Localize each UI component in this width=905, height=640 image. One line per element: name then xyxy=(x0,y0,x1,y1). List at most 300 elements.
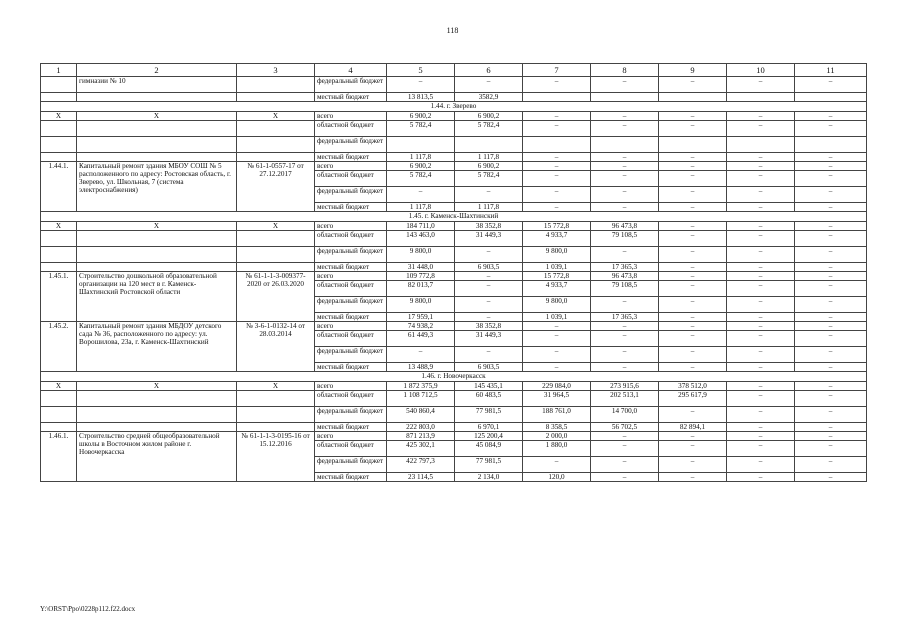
item-number-cell xyxy=(41,407,77,423)
amount-cell: 9 800,0 xyxy=(523,247,591,263)
amount-cell: – xyxy=(523,187,591,203)
amount-cell: – xyxy=(795,231,867,247)
amount-cell: – xyxy=(659,203,727,212)
amount-cell: 1 108 712,5 xyxy=(387,391,455,407)
amount-cell: 15 772,8 xyxy=(523,222,591,231)
amount-cell: – xyxy=(455,281,523,297)
amount-cell: – xyxy=(591,162,659,171)
amount-cell: 229 084,0 xyxy=(523,382,591,391)
amount-cell: – xyxy=(591,331,659,347)
table-row xyxy=(41,162,867,171)
document-ref-cell: X xyxy=(237,222,315,231)
page-number: 118 xyxy=(446,26,459,35)
column-header: 7 xyxy=(523,64,591,77)
amount-cell: 74 938,2 xyxy=(387,322,455,331)
amount-cell: – xyxy=(455,313,523,322)
table-row xyxy=(41,121,867,137)
amount-cell: – xyxy=(727,363,795,372)
amount-cell: 1 117,8 xyxy=(387,153,455,162)
amount-cell: – xyxy=(659,363,727,372)
amount-cell: – xyxy=(659,457,727,473)
amount-cell: – xyxy=(727,112,795,121)
amount-cell: 38 352,8 xyxy=(455,222,523,231)
table-row xyxy=(41,272,867,281)
object-name-cell: X xyxy=(77,222,237,231)
object-name-cell: Строительство средней общеобразовательной школы в Восточном жилом районе г. Новочеркасска xyxy=(77,432,237,482)
amount-cell: – xyxy=(727,222,795,231)
amount-cell: – xyxy=(659,153,727,162)
section-heading-row xyxy=(41,212,867,222)
column-header: 6 xyxy=(455,64,523,77)
amount-cell xyxy=(659,137,727,153)
funding-source-cell: местный бюджет xyxy=(315,473,387,482)
amount-cell: – xyxy=(591,171,659,187)
section-title: 1.46. г. Новочеркасск xyxy=(41,372,867,382)
amount-cell: – xyxy=(523,162,591,171)
amount-cell: – xyxy=(727,171,795,187)
table-row xyxy=(41,247,867,263)
document-ref-cell xyxy=(237,391,315,407)
amount-cell: – xyxy=(591,187,659,203)
document-ref-cell: № 3-6-1-0132-14 от 28.03.2014 xyxy=(237,322,315,372)
table-row xyxy=(41,432,867,441)
amount-cell: – xyxy=(591,77,659,93)
amount-cell: – xyxy=(659,347,727,363)
amount-cell: – xyxy=(727,263,795,272)
amount-cell: – xyxy=(795,322,867,331)
amount-cell: – xyxy=(455,347,523,363)
amount-cell: 2 000,0 xyxy=(523,432,591,441)
amount-cell xyxy=(523,93,591,102)
budget-table xyxy=(40,63,867,482)
table-row xyxy=(41,423,867,432)
object-name-cell xyxy=(77,263,237,272)
document-ref-cell xyxy=(237,137,315,153)
amount-cell: 5 782,4 xyxy=(387,121,455,137)
amount-cell: – xyxy=(727,391,795,407)
amount-cell: 9 800,0 xyxy=(523,297,591,313)
amount-cell xyxy=(455,137,523,153)
amount-cell xyxy=(727,137,795,153)
amount-cell: – xyxy=(795,423,867,432)
column-header: 2 xyxy=(77,64,237,77)
amount-cell: – xyxy=(795,222,867,231)
amount-cell xyxy=(387,137,455,153)
amount-cell: – xyxy=(591,121,659,137)
amount-cell: 295 617,9 xyxy=(659,391,727,407)
amount-cell: – xyxy=(659,331,727,347)
amount-cell: – xyxy=(795,121,867,137)
funding-source-cell: местный бюджет xyxy=(315,153,387,162)
item-number-cell xyxy=(41,247,77,263)
amount-cell: 422 797,3 xyxy=(387,457,455,473)
amount-cell: 13 488,9 xyxy=(387,363,455,372)
amount-cell: – xyxy=(523,363,591,372)
document-ref-cell xyxy=(237,121,315,137)
item-number-cell xyxy=(41,77,77,93)
table-row xyxy=(41,263,867,272)
table-row xyxy=(41,153,867,162)
amount-cell: – xyxy=(727,187,795,203)
amount-cell: – xyxy=(795,331,867,347)
funding-source-cell: областной бюджет xyxy=(315,121,387,137)
funding-source-cell: федеральный бюджет xyxy=(315,407,387,423)
amount-cell: – xyxy=(455,77,523,93)
amount-cell: 31 448,0 xyxy=(387,263,455,272)
amount-cell: – xyxy=(727,322,795,331)
amount-cell: – xyxy=(455,297,523,313)
amount-cell: – xyxy=(659,473,727,482)
object-name-cell xyxy=(77,423,237,432)
amount-cell: – xyxy=(659,441,727,457)
document-ref-cell xyxy=(237,93,315,102)
amount-cell: – xyxy=(795,187,867,203)
amount-cell: 202 513,1 xyxy=(591,391,659,407)
amount-cell: – xyxy=(659,313,727,322)
amount-cell: – xyxy=(727,432,795,441)
document-ref-cell xyxy=(237,407,315,423)
item-number-cell xyxy=(41,121,77,137)
object-name-cell xyxy=(77,153,237,162)
amount-cell xyxy=(659,93,727,102)
amount-cell: – xyxy=(659,222,727,231)
amount-cell: – xyxy=(727,121,795,137)
funding-source-cell: местный бюджет xyxy=(315,263,387,272)
section-heading-row xyxy=(41,372,867,382)
amount-cell: 13 813,5 xyxy=(387,93,455,102)
object-name-cell xyxy=(77,93,237,102)
table-row xyxy=(41,231,867,247)
amount-cell: – xyxy=(727,247,795,263)
object-name-cell xyxy=(77,391,237,407)
amount-cell: 2 134,0 xyxy=(455,473,523,482)
amount-cell: 109 772,8 xyxy=(387,272,455,281)
item-number-cell: 1.45.2. xyxy=(41,322,77,372)
funding-source-cell: областной бюджет xyxy=(315,281,387,297)
amount-cell: 6 903,5 xyxy=(455,263,523,272)
amount-cell: – xyxy=(591,203,659,212)
item-number-cell xyxy=(41,153,77,162)
item-number-cell: X xyxy=(41,112,77,121)
funding-source-cell: местный бюджет xyxy=(315,423,387,432)
amount-cell: 9 800,0 xyxy=(387,247,455,263)
amount-cell: – xyxy=(727,203,795,212)
amount-cell: – xyxy=(795,247,867,263)
document-ref-cell: № 61-1-1-3-009377-2020 от 26.03.2020 xyxy=(237,272,315,322)
amount-cell: 17 365,3 xyxy=(591,313,659,322)
amount-cell: 6 900,2 xyxy=(387,162,455,171)
amount-cell: – xyxy=(795,363,867,372)
document-ref-cell xyxy=(237,77,315,93)
amount-cell: – xyxy=(659,247,727,263)
amount-cell: – xyxy=(523,121,591,137)
amount-cell: – xyxy=(727,473,795,482)
amount-cell: – xyxy=(659,272,727,281)
item-number-cell: 1.44.1. xyxy=(41,162,77,212)
amount-cell: 77 981,5 xyxy=(455,457,523,473)
amount-cell: 1 039,1 xyxy=(523,263,591,272)
amount-cell: 4 933,7 xyxy=(523,231,591,247)
amount-cell: 77 981,5 xyxy=(455,407,523,423)
funding-source-cell: всего xyxy=(315,322,387,331)
item-number-cell: 1.45.1. xyxy=(41,272,77,322)
amount-cell: 61 449,3 xyxy=(387,331,455,347)
item-number-cell: 1.46.1. xyxy=(41,432,77,482)
amount-cell: – xyxy=(795,203,867,212)
amount-cell: – xyxy=(591,432,659,441)
document-ref-cell: № 61-1-1-3-0195-16 от 15.12.2016 xyxy=(237,432,315,482)
amount-cell: – xyxy=(727,441,795,457)
item-number-cell xyxy=(41,231,77,247)
amount-cell: – xyxy=(727,331,795,347)
amount-cell: 6 900,2 xyxy=(387,112,455,121)
amount-cell: – xyxy=(659,171,727,187)
column-header: 3 xyxy=(237,64,315,77)
amount-cell: 17 365,3 xyxy=(591,263,659,272)
amount-cell xyxy=(523,137,591,153)
funding-source-cell: всего xyxy=(315,272,387,281)
amount-cell: 6 903,5 xyxy=(455,363,523,372)
amount-cell: 378 512,0 xyxy=(659,382,727,391)
amount-cell: 188 761,0 xyxy=(523,407,591,423)
amount-cell: 184 711,0 xyxy=(387,222,455,231)
amount-cell: – xyxy=(659,231,727,247)
amount-cell: – xyxy=(727,313,795,322)
amount-cell: 143 463,0 xyxy=(387,231,455,247)
funding-source-cell: всего xyxy=(315,432,387,441)
funding-source-cell: федеральный бюджет xyxy=(315,297,387,313)
amount-cell: 6 970,1 xyxy=(455,423,523,432)
document-ref-cell xyxy=(237,231,315,247)
header-row xyxy=(41,64,867,77)
amount-cell: – xyxy=(795,272,867,281)
amount-cell: – xyxy=(591,247,659,263)
amount-cell: 120,0 xyxy=(523,473,591,482)
funding-source-cell: областной бюджет xyxy=(315,331,387,347)
amount-cell: 273 915,6 xyxy=(591,382,659,391)
object-name-cell: Капитальный ремонт здания МБОУ СОШ № 5 расположенного по адресу: Ростовская область, г. Зверево, ул. Школьная, 7 (система электроснабжения) xyxy=(77,162,237,212)
amount-cell: 6 900,2 xyxy=(455,112,523,121)
amount-cell: – xyxy=(795,297,867,313)
item-number-cell xyxy=(41,263,77,272)
amount-cell: 1 117,8 xyxy=(455,203,523,212)
amount-cell: 31 964,5 xyxy=(523,391,591,407)
table-row xyxy=(41,322,867,331)
amount-cell: – xyxy=(727,457,795,473)
amount-cell: 31 449,3 xyxy=(455,331,523,347)
amount-cell: 222 803,0 xyxy=(387,423,455,432)
column-header: 5 xyxy=(387,64,455,77)
amount-cell: 8 358,5 xyxy=(523,423,591,432)
amount-cell: – xyxy=(523,153,591,162)
amount-cell: – xyxy=(795,77,867,93)
amount-cell: – xyxy=(387,347,455,363)
amount-cell: – xyxy=(523,203,591,212)
amount-cell: – xyxy=(387,187,455,203)
amount-cell: 1 872 375,9 xyxy=(387,382,455,391)
amount-cell: – xyxy=(591,153,659,162)
amount-cell: 871 213,9 xyxy=(387,432,455,441)
amount-cell: – xyxy=(523,347,591,363)
column-header: 8 xyxy=(591,64,659,77)
amount-cell: – xyxy=(523,171,591,187)
object-name-cell: Строительство дошкольной образовательной организации на 120 мест в г. Каменск-Шахтинский Ростовской области xyxy=(77,272,237,322)
amount-cell: – xyxy=(659,281,727,297)
amount-cell xyxy=(591,137,659,153)
table-row xyxy=(41,382,867,391)
amount-cell: – xyxy=(659,162,727,171)
amount-cell: 82 894,1 xyxy=(659,423,727,432)
amount-cell: – xyxy=(659,322,727,331)
document-ref-cell: X xyxy=(237,382,315,391)
amount-cell: 1 039,1 xyxy=(523,313,591,322)
funding-source-cell: федеральный бюджет xyxy=(315,187,387,203)
amount-cell: – xyxy=(659,297,727,313)
amount-cell: – xyxy=(795,162,867,171)
amount-cell: 5 782,4 xyxy=(387,171,455,187)
amount-cell: – xyxy=(727,162,795,171)
funding-source-cell: федеральный бюджет xyxy=(315,457,387,473)
amount-cell: – xyxy=(795,112,867,121)
amount-cell: – xyxy=(727,423,795,432)
amount-cell: 425 302,1 xyxy=(387,441,455,457)
funding-source-cell: местный бюджет xyxy=(315,313,387,322)
amount-cell: – xyxy=(659,407,727,423)
amount-cell: – xyxy=(591,347,659,363)
amount-cell xyxy=(795,93,867,102)
funding-source-cell: федеральный бюджет xyxy=(315,347,387,363)
amount-cell: – xyxy=(795,441,867,457)
amount-cell: – xyxy=(727,297,795,313)
table-row xyxy=(41,77,867,93)
item-number-cell: X xyxy=(41,382,77,391)
amount-cell: – xyxy=(727,382,795,391)
amount-cell: – xyxy=(795,457,867,473)
object-name-cell xyxy=(77,407,237,423)
table-row xyxy=(41,407,867,423)
amount-cell: 540 860,4 xyxy=(387,407,455,423)
amount-cell: 1 880,0 xyxy=(523,441,591,457)
amount-cell: 5 782,4 xyxy=(455,121,523,137)
section-title: 1.45. г. Каменск-Шахтинский xyxy=(41,212,867,222)
amount-cell: – xyxy=(591,112,659,121)
funding-source-cell: федеральный бюджет xyxy=(315,247,387,263)
column-header: 9 xyxy=(659,64,727,77)
footer-file-path: Y:\ORST\Ppo\0228p112.f22.docx xyxy=(40,605,136,613)
object-name-cell: X xyxy=(77,112,237,121)
item-number-cell xyxy=(41,93,77,102)
amount-cell: 79 108,5 xyxy=(591,231,659,247)
amount-cell: – xyxy=(659,112,727,121)
document-ref-cell: X xyxy=(237,112,315,121)
amount-cell: – xyxy=(591,441,659,457)
amount-cell xyxy=(727,93,795,102)
item-number-cell xyxy=(41,391,77,407)
table-row xyxy=(41,93,867,102)
table-row xyxy=(41,222,867,231)
table-row xyxy=(41,137,867,153)
amount-cell: – xyxy=(795,281,867,297)
amount-cell: – xyxy=(727,77,795,93)
amount-cell: – xyxy=(659,121,727,137)
funding-source-cell: областной бюджет xyxy=(315,391,387,407)
amount-cell: – xyxy=(387,77,455,93)
funding-source-cell: областной бюджет xyxy=(315,171,387,187)
amount-cell: – xyxy=(523,331,591,347)
funding-source-cell: всего xyxy=(315,382,387,391)
amount-cell: – xyxy=(591,363,659,372)
amount-cell: – xyxy=(795,153,867,162)
amount-cell: 56 702,5 xyxy=(591,423,659,432)
amount-cell xyxy=(795,137,867,153)
amount-cell: – xyxy=(727,347,795,363)
column-header: 1 xyxy=(41,64,77,77)
object-name-cell xyxy=(77,121,237,137)
document-ref-cell xyxy=(237,153,315,162)
amount-cell: – xyxy=(659,432,727,441)
column-header: 10 xyxy=(727,64,795,77)
funding-source-cell: федеральный бюджет xyxy=(315,137,387,153)
amount-cell: – xyxy=(727,281,795,297)
document-ref-cell xyxy=(237,247,315,263)
amount-cell: – xyxy=(455,187,523,203)
amount-cell: 14 700,0 xyxy=(591,407,659,423)
section-heading-row xyxy=(41,102,867,112)
object-name-cell: Капитальный ремонт здания МБДОУ детского сада № 36, расположенного по адресу: ул. Ворошилова, 23а, г. Каменск-Шахтинский xyxy=(77,322,237,372)
amount-cell: 3582,9 xyxy=(455,93,523,102)
amount-cell: 60 483,5 xyxy=(455,391,523,407)
document-ref-cell: № 61-1-0557-17 от 27.12.2017 xyxy=(237,162,315,212)
object-name-cell xyxy=(77,231,237,247)
section-title: 1.44. г. Зверево xyxy=(41,102,867,112)
amount-cell: 6 900,2 xyxy=(455,162,523,171)
item-number-cell xyxy=(41,423,77,432)
amount-cell: – xyxy=(727,272,795,281)
funding-source-cell: всего xyxy=(315,222,387,231)
amount-cell: 125 200,4 xyxy=(455,432,523,441)
amount-cell: – xyxy=(523,322,591,331)
amount-cell: – xyxy=(795,347,867,363)
object-name-cell xyxy=(77,137,237,153)
table-row xyxy=(41,391,867,407)
amount-cell: – xyxy=(591,322,659,331)
funding-source-cell: областной бюджет xyxy=(315,231,387,247)
amount-cell: – xyxy=(795,263,867,272)
amount-cell: 23 114,5 xyxy=(387,473,455,482)
amount-cell: – xyxy=(795,473,867,482)
amount-cell: 1 117,8 xyxy=(387,203,455,212)
funding-source-cell: местный бюджет xyxy=(315,203,387,212)
amount-cell: 96 473,8 xyxy=(591,272,659,281)
item-number-cell: X xyxy=(41,222,77,231)
funding-source-cell: местный бюджет xyxy=(315,93,387,102)
amount-cell: 31 449,3 xyxy=(455,231,523,247)
amount-cell: – xyxy=(795,391,867,407)
amount-cell: 1 117,8 xyxy=(455,153,523,162)
amount-cell: 4 933,7 xyxy=(523,281,591,297)
amount-cell xyxy=(591,93,659,102)
funding-source-cell: всего xyxy=(315,162,387,171)
object-name-cell xyxy=(77,247,237,263)
amount-cell: – xyxy=(795,313,867,322)
amount-cell: – xyxy=(455,272,523,281)
amount-cell: 145 435,1 xyxy=(455,382,523,391)
amount-cell: 79 108,5 xyxy=(591,281,659,297)
funding-source-cell: федеральный бюджет xyxy=(315,77,387,93)
amount-cell: – xyxy=(795,382,867,391)
amount-cell: – xyxy=(795,171,867,187)
column-header: 4 xyxy=(315,64,387,77)
